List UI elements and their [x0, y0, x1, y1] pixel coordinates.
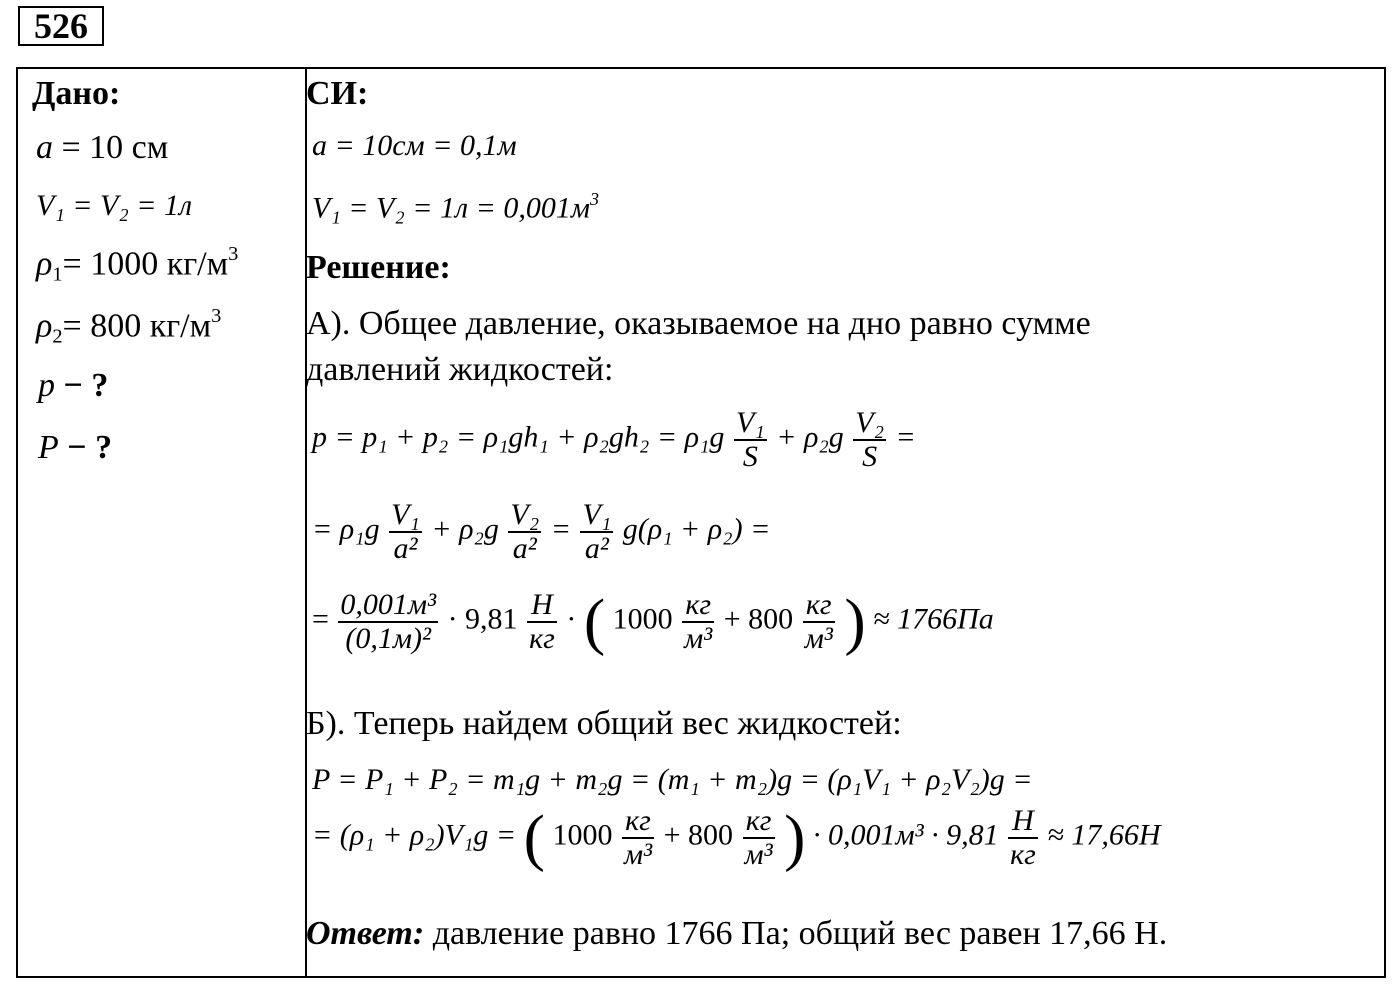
equation-4: P = P₁ + P₂ = m₁g + m₂g = (m₁ + m₂)g = (ρ₁V₁ + ρ₂V₂)g =: [312, 763, 1033, 796]
equation-1: p = p₁ + p₂ = ρ₁gh₁ + ρ₂gh₂ = ρ₁g $\frac{\text{V₁}}{S}$ + ρ₂g $\frac{\text{V₂}}{S}$ =: [312, 406, 916, 473]
given-rho1: $\rho_1= 1000$ $кг/м^3$: [36, 243, 239, 286]
given-rho2: $\rho_2= 800$ $кг/м^3$: [36, 305, 222, 348]
find-pressure: p − ?: [38, 367, 109, 404]
given-volumes: V₁ = V₂ = 1л: [36, 189, 193, 222]
equation-2: = ρ₁g $\frac{\text{V₁}}{\text{a²}}$ + ρ₂g $\frac{\text{V₂}}{\text{a²}}$ = $\frac{\text{V₁}}{\text{a²}}$ g(ρ₁ + ρ₂) =: [312, 498, 771, 565]
solution-header: Решение:: [306, 249, 451, 286]
solution-table: [16, 67, 1386, 978]
si-line-volume: $V_1 = V_2 = 1л = 0,001м^3$: [312, 189, 599, 225]
part-b-text: Б). Теперь найдем общий вес жидкостей:: [306, 705, 902, 742]
si-header: СИ:: [306, 75, 369, 112]
answer: Ответ: давление равно 1766 Па; общий вес равен 17,66 Н.: [306, 915, 1168, 952]
left-paren: (: [523, 801, 545, 873]
part-a-text-2: давлений жидкостей:: [306, 351, 614, 388]
si-line-a: a = 10см = 0,1м: [312, 129, 517, 162]
problem-number: 526: [18, 6, 104, 46]
given-a: a = 10 см: [36, 129, 169, 166]
column-divider: [305, 69, 307, 976]
part-a-text-1: А). Общее давление, оказываемое на дно равно сумме: [306, 305, 1091, 342]
right-paren: ): [784, 801, 806, 873]
right-paren: ): [844, 585, 866, 657]
given-header: Дано:: [32, 75, 121, 112]
equation-3: = $\frac{\text{0,001м³}}{\text{(0,1м)²}}$ · 9,81 $\frac{Н}{кг}$ · ( 1000 $\frac{кг}{\text{м³}}$ + 800 $\frac{кг}{\text{м³}}$ ) ≈ 1766Па: [312, 585, 994, 657]
left-paren: (: [583, 585, 606, 657]
equation-5: = (ρ₁ + ρ₂)V₁g = ( 1000 $\frac{кг}{\text{м³}}$ + 800 $\frac{кг}{\text{м³}}$ ) · 0,001м³ · 9,81 $\frac{Н}{кг}$ ≈ 17,66Н: [312, 801, 1161, 873]
find-weight: P − ?: [38, 429, 113, 466]
